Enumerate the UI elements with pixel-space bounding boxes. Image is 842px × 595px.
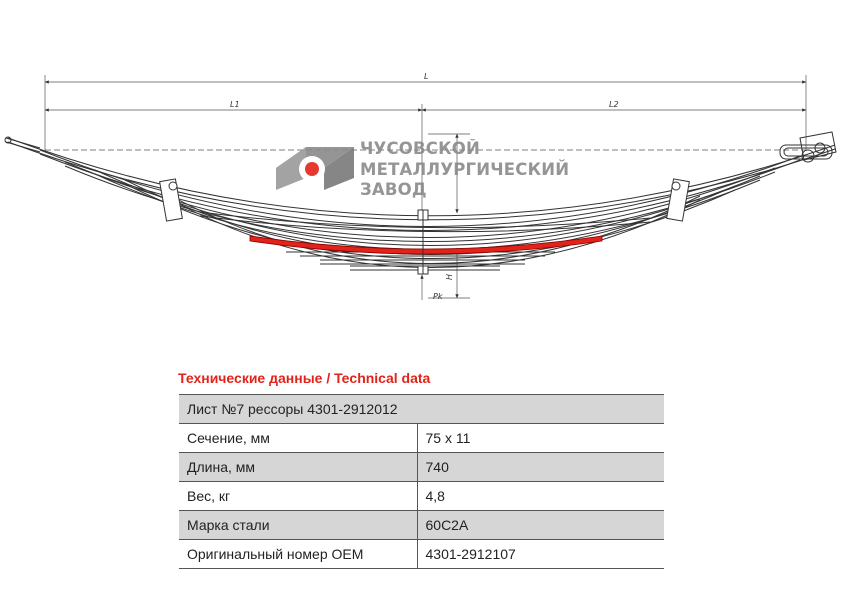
spec-value: 75 x 11 [417, 424, 664, 453]
table-row [179, 511, 664, 540]
left-eye [5, 137, 40, 152]
company-logo [276, 139, 569, 199]
dim-label-l2: L2 [609, 100, 619, 109]
spec-value: 4301-2912107 [417, 540, 664, 569]
spec-label: Вес, кг [179, 482, 417, 511]
logo-line-2: МЕТАЛЛУРГИЧЕСКИЙ [360, 160, 570, 179]
right-shackle [780, 132, 836, 162]
dim-label-h: H [445, 273, 454, 280]
table-row [179, 453, 664, 482]
spec-label: Оригинальный номер ОЕМ [179, 540, 417, 569]
specs-title: Технические данные / Technical data [178, 370, 431, 386]
logo-line-3: ЗАВОД [360, 180, 427, 199]
table-row [179, 424, 664, 453]
dim-label-pk: Pk [433, 292, 443, 301]
dim-label-l1: L1 [230, 100, 240, 109]
spec-label: Длина, мм [179, 453, 417, 482]
spec-label: Марка стали [179, 511, 417, 540]
table-row [179, 482, 664, 511]
spec-value: 4,8 [417, 482, 664, 511]
dim-label-l: L [424, 72, 429, 81]
logo-line-1: ЧУСОВСКОЙ [360, 139, 480, 158]
specs-table [179, 394, 664, 569]
spec-value: 740 [417, 453, 664, 482]
specs-header-row [179, 395, 664, 424]
right-clamp [667, 179, 690, 221]
logo-mark-icon [276, 147, 354, 190]
spec-value: 60С2А [417, 511, 664, 540]
specs-header: Лист №7 рессоры 4301-2912012 [179, 395, 664, 424]
table-row [179, 540, 664, 569]
spec-label: Сечение, мм [179, 424, 417, 453]
left-clamp [160, 179, 183, 221]
